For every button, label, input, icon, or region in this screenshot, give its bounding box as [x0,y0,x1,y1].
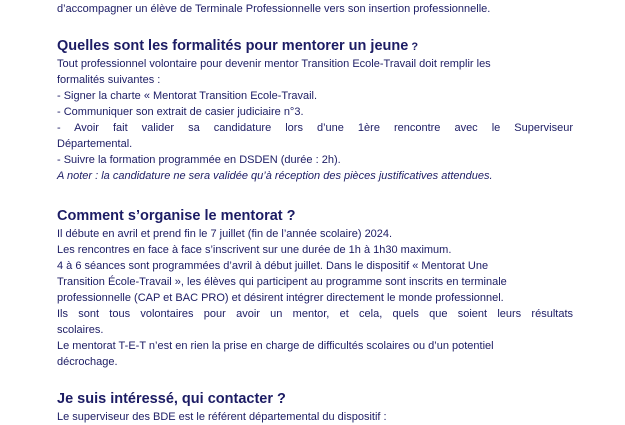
organisation-line-3: 4 à 6 séances sont programmées d’avril à début juillet. Dans le dispositif « Mentorat Une [57,260,489,272]
section-heading-contact: Je suis intéressé, qui contacter ? [57,391,286,407]
formalites-line-3: - Signer la charte « Mentorat Transition Ecole-Travail. [57,90,318,102]
organisation-line-1: Il débute en avril et prend fin le 7 juillet (fin de l’année scolaire) 2024. [57,228,393,240]
section-heading-organisation: Comment s’organise le mentorat ? [57,208,296,224]
formalites-line-7: - Suivre la formation programmée en DSDEN (durée : 2h). [57,154,341,166]
formalites-heading-text: Quelles sont les formalités pour mentorer un jeune [57,38,409,54]
organisation-line-4: Transition École-Travail », les élèves qui participent au programme sont inscrits en terminale [57,276,507,288]
formalites-line-1: Tout professionnel volontaire pour devenir mentor Transition Ecole-Travail doit remplir les [57,58,491,70]
organisation-line-8: Le mentorat T-E-T n’est en rien la prise en charge de difficultés scolaires ou d’un potentiel [57,340,494,352]
section-heading-formalites [57,36,418,57]
intro-text: d’accompagner un élève de Terminale Professionnelle vers son insertion professionnelle. [57,3,491,15]
formalites-heading-question-mark: ? [408,41,419,53]
formalites-line-5: - Avoir fait valider sa candidature lors d’une 1ère rencontre avec le Superviseur [57,122,573,134]
organisation-line-7: scolaires. [57,324,104,336]
formalites-line-6: Départemental. [57,138,133,150]
formalites-note: A noter : la candidature ne sera validée qu’à réception des pièces justificatives attendues. [57,170,493,182]
organisation-line-2: Les rencontres en face à face s’inscrivent sur une durée de 1h à 1h30 maximum. [57,244,452,256]
organisation-line-9: décrochage. [57,356,118,368]
contact-line-1: Le superviseur des BDE est le référent départemental du dispositif : [57,411,387,423]
organisation-line-6: Ils sont tous volontaires pour avoir un mentor, et cela, quels que soient leurs résultats [57,308,573,320]
formalites-line-4: - Communiquer son extrait de casier judiciaire n°3. [57,106,304,118]
organisation-line-5: professionnelle (CAP et BAC PRO) et désirent intégrer directement le monde professionnel. [57,292,504,304]
formalites-line-2: formalités suivantes : [57,74,161,86]
